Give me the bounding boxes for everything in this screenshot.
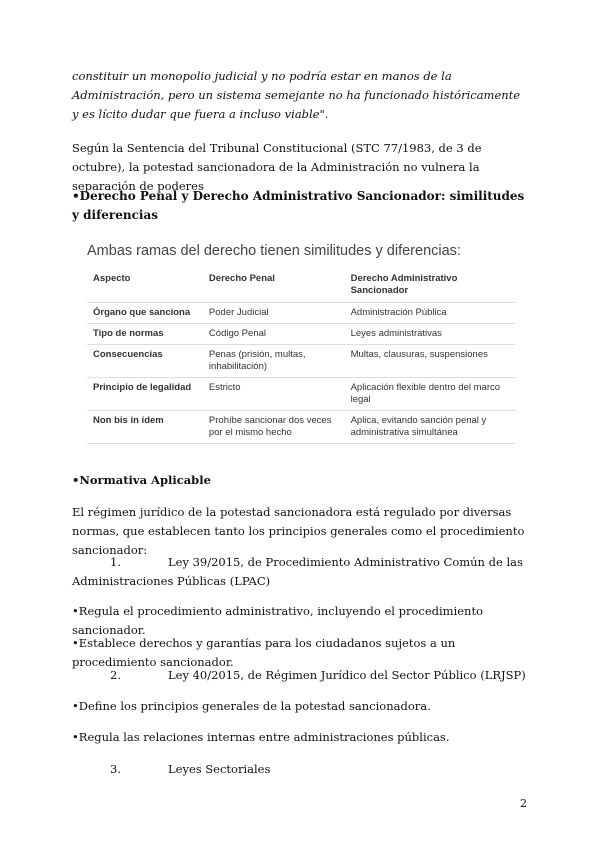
table-row [87,411,515,444]
comparison-table [87,268,515,444]
row-penal-cell: Penas (prisión, multas, inhabilitación) [208,349,306,372]
stc-paragraph: Según la Sentencia del Tribunal Constitucional (STC 77/1983, de 3 de octubre), la potestad sancionadora de la Administración no vulnera la separación de poderes [72,141,482,193]
list-number: 1. [110,555,121,569]
list-number: 2. [110,668,121,682]
table-row [87,378,515,411]
bullet-item: •Regula el procedimiento administrativo, incluyendo el procedimiento sancionador. [72,604,484,637]
row-administrativo-cell: Administración Pública [350,307,447,318]
table-row [87,303,515,324]
row-administrativo-cell: Multas, clausuras, suspensiones [350,349,488,360]
list-item-text: Ley 39/2015, de Procedimiento Administrativo Común de las Administraciones Públicas (LPAC) [72,555,523,588]
row-aspect-cell: Tipo de normas [93,328,164,339]
list-item-ley-39 [72,553,530,591]
header-aspecto: Aspecto [93,273,131,284]
table-row [87,345,515,378]
section-heading-normativa: •Normativa Aplicable [72,473,211,487]
row-administrativo-cell: Aplicación flexible dentro del marco legal [350,382,501,405]
list-item-text: Ley 40/2015, de Régimen Jurídico del Sector Público (LRJSP) [168,668,526,682]
section-heading-penal-administrativo: •Derecho Penal y Derecho Administrativo Sancionador: similitudes y diferencias [72,189,525,222]
row-penal-cell: Código Penal [208,328,266,339]
list-number: 3. [110,762,121,776]
row-penal-cell: Poder Judicial [208,307,269,318]
bullet-item: •Establece derechos y garantías para los ciudadanos sujetos a un procedimiento sancionador. [72,636,456,669]
row-penal-cell: Prohíbe sancionar dos veces por el mismo hecho [208,415,332,438]
row-penal-cell: Estricto [208,382,241,393]
row-aspect-cell: Consecuencias [93,349,163,360]
table-header-row [87,268,515,303]
table-row [87,324,515,345]
row-aspect-cell: Principio de legalidad [93,382,192,393]
row-aspect-cell: Non bis in ídem [93,415,164,426]
list-item-text: Leyes Sectoriales [168,762,271,776]
table-caption: Ambas ramas del derecho tienen similitudes y diferencias: [87,243,461,259]
row-administrativo-cell: Aplica, evitando sanción penal y administrativa simultánea [350,415,487,438]
list-item-leyes-sectoriales [72,760,530,779]
header-derecho-administrativo: Derecho Administrativo Sancionador [350,273,458,296]
quote-paragraph: constituir un monopolio judicial y no podría estar en manos de la Administración, pero un sistema semejante no ha funcionado históricamente y es lícito dudar que fuera a incluso viable". [72,69,521,121]
bullet-item: •Define los principios generales de la potestad sancionadora. [72,699,431,713]
intro-paragraph: El régimen jurídico de la potestad sancionadora está regulado por diversas normas, que establecen tanto los principios generales como el procedimiento sancionador: [72,505,525,557]
row-administrativo-cell: Leyes administrativas [350,328,442,339]
list-item-ley-40 [72,666,530,685]
comparison-table-block [87,243,515,444]
header-derecho-penal: Derecho Penal [208,273,275,284]
bullet-item: •Regula las relaciones internas entre administraciones públicas. [72,730,450,744]
row-aspect-cell: Órgano que sanciona [93,307,191,318]
page-number: 2 [520,797,527,810]
